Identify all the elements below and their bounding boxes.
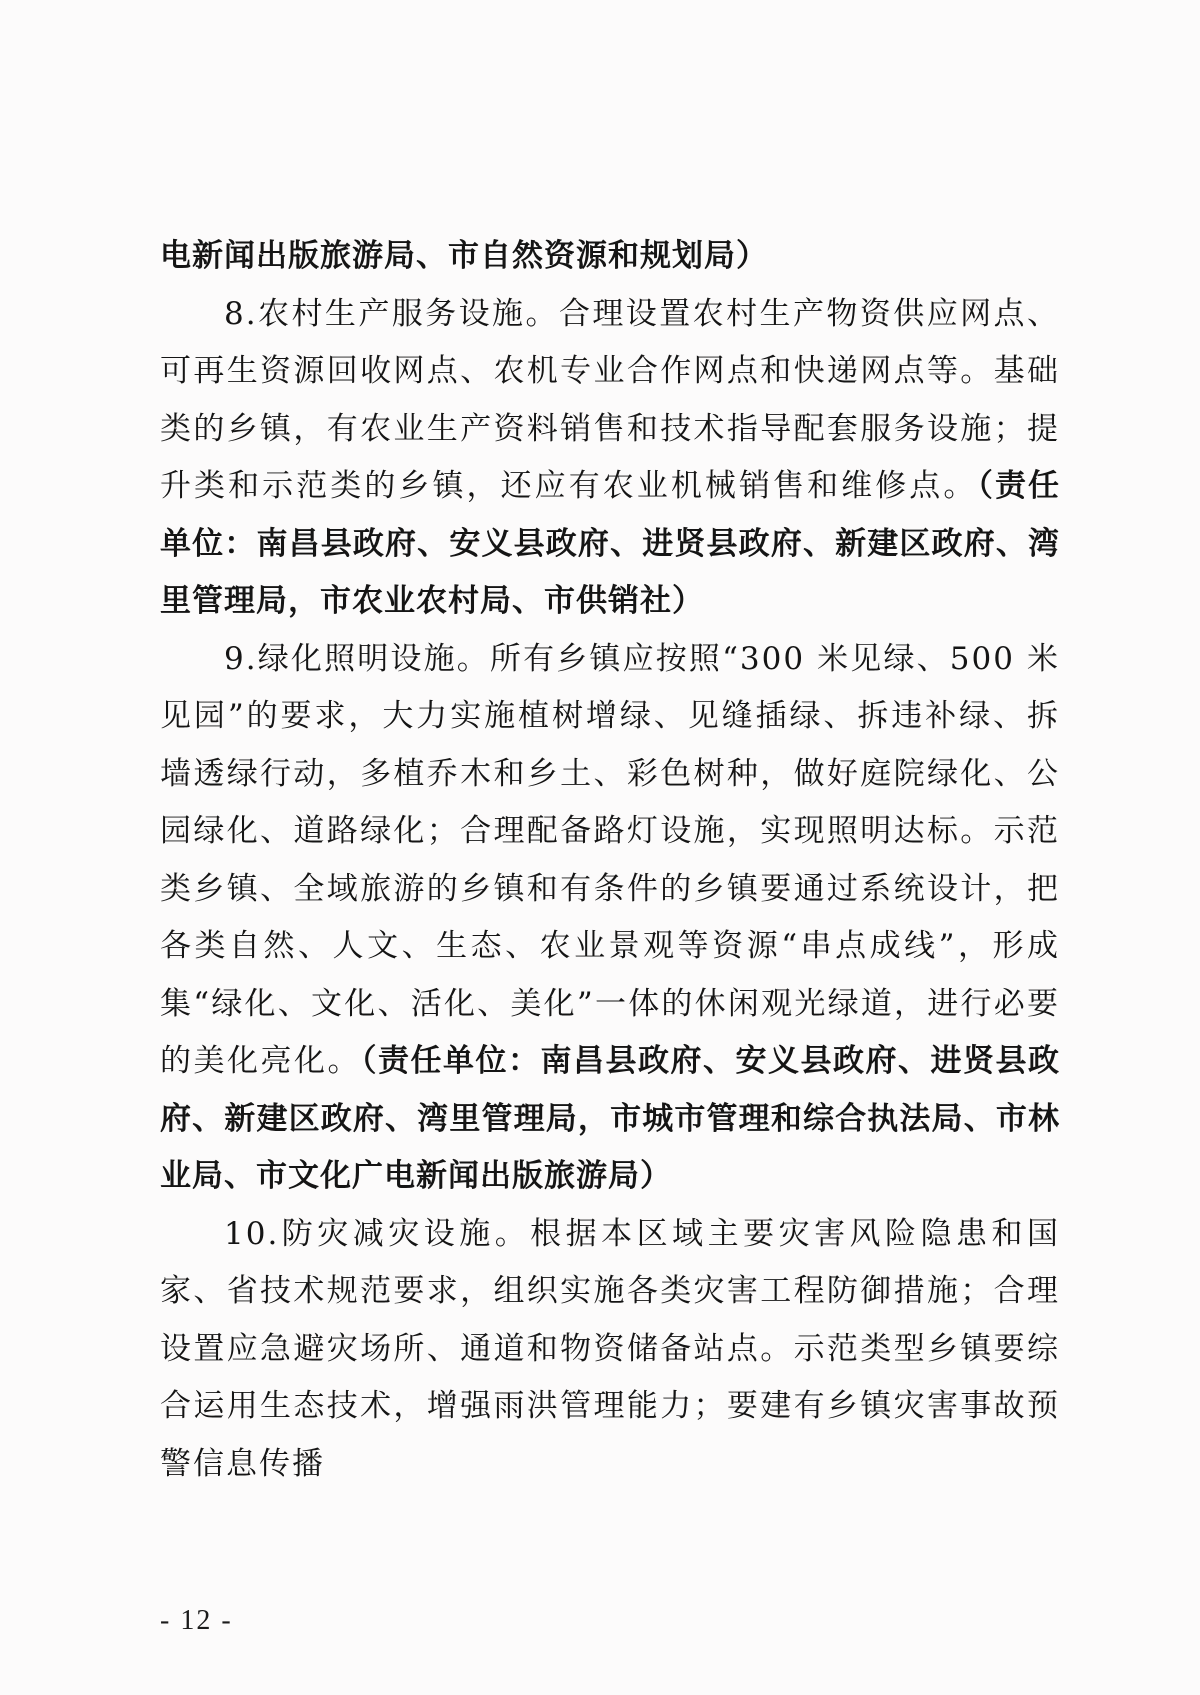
paragraph-text: 9.绿化照明设施。所有乡镇应按照“300 米见绿、500 米见园”的要求，大力实施植树增绿、见缝插绿、拆违补绿、拆墙透绿行动，多植乔木和乡土、彩色树种，做好庭院绿化、公园绿化、道路绿化；合理配备路灯设施，实现照明达标。示范类乡镇、全域旅游的乡镇和有条件的乡镇要通过系统设计，把各类自然、人文、生态、农业景观等资源“串点成线”，形成集“绿化、文化、活化、美化”一体的休闲观光绿道，进行必要的美化亮化。 — [160, 640, 1060, 1079]
paragraph-disaster-prevention-facilities — [160, 1206, 1060, 1494]
paragraph-continuation — [160, 228, 1060, 286]
page-number: - 12 - — [160, 1605, 233, 1636]
responsibility-units: （责任单位：南昌县政府、安义县政府、进贤县政府、新建区政府、湾里管理局，市农业农村局、市供销社） — [160, 468, 1061, 619]
paragraph-text: 10.防灾减灾设施。根据本区域主要灾害风险隐患和国家、省技术规范要求，组织实施各类灾害工程防御措施；合理设置应急避灾场所、通道和物资储备站点。示范类型乡镇要综合运用生态技术，增强雨洪管理能力；要建有乡镇灾害事故预警信息传播 — [160, 1215, 1060, 1482]
document-body — [160, 228, 1060, 1493]
paragraph-greening-lighting-facilities — [160, 631, 1060, 1206]
paragraph-text: 8.农村生产服务设施。合理设置农村生产物资供应网点、可再生资源回收网点、农机专业合作网点和快递网点等。基础类的乡镇，有农业生产资料销售和技术指导配套服务设施；提升类和示范类的乡镇，还应有农业机械销售和维修点。 — [160, 295, 1060, 504]
responsibility-units: 电新闻出版旅游局、市自然资源和规划局） — [160, 238, 768, 274]
paragraph-rural-production-facilities — [160, 286, 1060, 631]
responsibility-units: （责任单位：南昌县政府、安义县政府、进贤县政府、新建区政府、湾里管理局，市城市管理和综合执法局、市林业局、市文化广电新闻出版旅游局） — [160, 1043, 1060, 1194]
